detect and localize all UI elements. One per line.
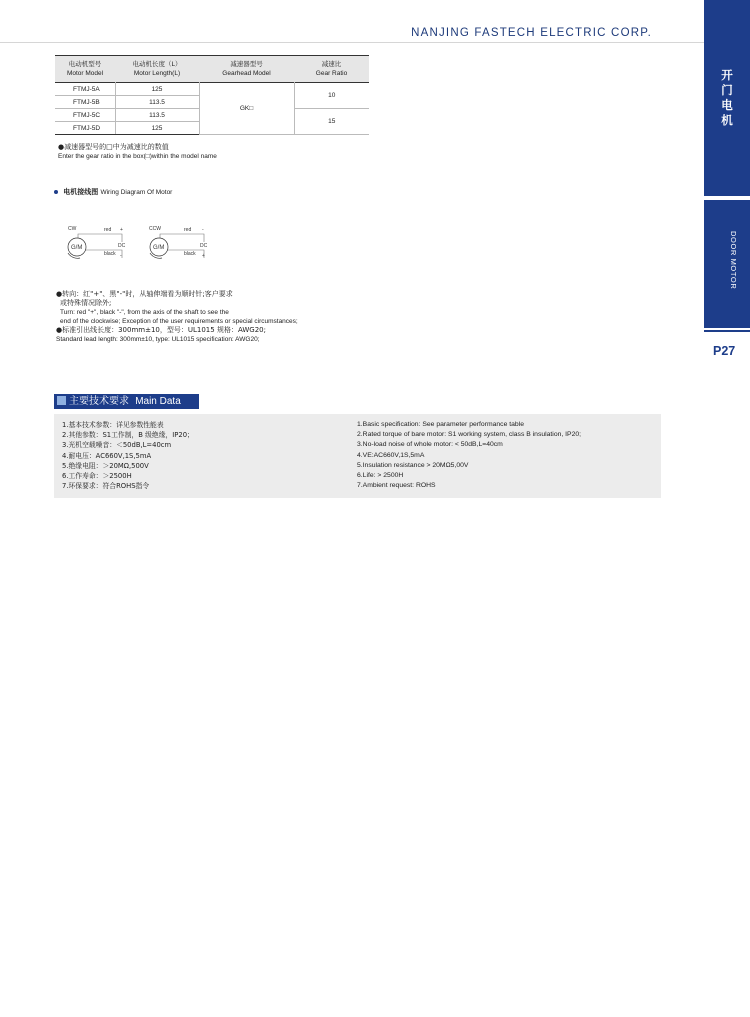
gear-note-en: Enter the gear ratio in the box(□)within the model name — [58, 153, 217, 160]
cell-length: 125 — [115, 122, 199, 135]
sidebar-title-en: DOOR MOTOR — [729, 230, 738, 290]
header-gearhead-model — [199, 56, 294, 83]
note-line: ●转向：红"+"、黑"-"时，从轴伸端看为顺时针;客户要求 — [56, 290, 233, 298]
cell-model: FTMJ-5A — [55, 83, 115, 96]
sidebar-char: 门 — [721, 83, 733, 97]
direction-label: CCW — [149, 226, 161, 232]
header-cn: 减速器型号 — [230, 61, 263, 68]
note-line: Standard lead length: 300mm±10, type: UL1015 specification: AWG20; — [56, 336, 260, 343]
black-wire-label: black — [184, 251, 196, 257]
header-en: Gearhead Model — [222, 70, 271, 77]
bullet-icon — [54, 190, 58, 194]
wiring-title-en: Wiring Diagram Of Motor — [100, 189, 173, 196]
main-data-en-list — [357, 420, 581, 491]
main-data-heading-cn: 主要技术要求 — [69, 396, 129, 407]
black-wire-label: black — [104, 251, 116, 257]
header-cn: 电动机型号 — [68, 61, 102, 68]
minus-label: + — [202, 253, 205, 259]
wiring-diagram-cw — [68, 226, 126, 259]
list-item: 6.工作寿命：＞2500H — [62, 472, 132, 481]
cell-length: 113.5 — [115, 96, 199, 109]
header-en: Motor Length(L) — [133, 70, 181, 77]
header-cn: 电动机长度（L） — [132, 61, 182, 68]
cell-model: FTMJ-5B — [55, 96, 115, 109]
cell-gearhead: GK□ — [199, 83, 294, 135]
header-motor-length — [115, 56, 199, 83]
direction-label: CW — [68, 226, 77, 232]
main-data-cn-list — [62, 420, 194, 491]
motor-spec-table — [55, 55, 369, 135]
dc-label: DC — [200, 243, 208, 249]
list-item: 2.其他参数：S1工作制，B 级绝缘，IP20； — [62, 431, 194, 440]
gear-note-cn: ●减速器型号的□中为减速比的数值 — [58, 143, 169, 151]
header-gear-ratio — [294, 56, 369, 83]
header-cn: 减速比 — [321, 61, 342, 68]
header-divider — [0, 42, 704, 43]
plus-label: + — [120, 227, 123, 233]
company-name: NANJING FASTECH ELECTRIC CORP. — [411, 27, 652, 39]
note-line: Turn: red "+", black "-", from the axis of the shaft to see the — [60, 309, 229, 316]
dc-label: DC — [118, 243, 126, 249]
header-en: Motor Model — [66, 70, 104, 77]
note-line: ●标准引出线长度：300mm±10，型号：UL1015 规格：AWG20; — [56, 326, 266, 334]
turn-notes — [56, 290, 386, 344]
page-number: P27 — [713, 344, 736, 358]
list-item: 3.No-load noise of whole motor: < 50dB,L=40cm — [357, 441, 503, 449]
wiring-title-cn: 电机接线图 — [63, 188, 99, 196]
square-icon — [57, 396, 66, 405]
minus-label: - — [120, 253, 122, 259]
sidebar-char: 机 — [721, 113, 733, 127]
list-item: 5.绝缘电阻：＞20MΩ,500V — [62, 461, 149, 470]
motor-label: G/M — [153, 245, 165, 251]
motor-label: G/M — [71, 245, 83, 251]
cell-ratio: 10 — [294, 83, 369, 109]
red-wire-label: red — [104, 227, 112, 233]
sidebar-char: 电 — [721, 98, 733, 112]
list-item: 6.Life: > 2500H — [357, 472, 404, 480]
cell-length: 125 — [115, 83, 199, 96]
gear-note — [58, 143, 217, 161]
plus-label: - — [202, 227, 204, 233]
cell-length: 113.5 — [115, 109, 199, 122]
red-wire-label: red — [184, 227, 192, 233]
sidebar-divider — [704, 330, 750, 332]
table-row — [55, 83, 369, 96]
wiring-title — [54, 188, 172, 197]
list-item: 2.Rated torque of bare motor: S1 working system, class B insulation, IP20; — [357, 431, 582, 439]
main-data-heading-en: Main Data — [135, 396, 181, 407]
cell-ratio: 15 — [294, 109, 369, 135]
list-item: 7.环保要求：符合ROHS指令 — [62, 482, 150, 491]
list-item: 1.Basic specification: See parameter performance table — [357, 421, 524, 428]
note-line: 或特殊情况除外; — [60, 299, 112, 307]
main-data-panel — [54, 414, 661, 498]
sidebar-char: 开 — [721, 68, 733, 82]
header-motor-model — [55, 56, 115, 83]
wiring-diagram-ccw — [149, 226, 208, 259]
black-wire — [84, 250, 122, 258]
list-item: 1.基本技术参数：详见参数性能表 — [62, 421, 164, 429]
list-item: 3.光机空载噪音：＜50dB,L=40cm — [62, 441, 172, 450]
list-item: 4.耐电压：AC660V,1S,5mA — [62, 451, 152, 460]
list-item: 7.Ambient request: ROHS — [357, 482, 436, 490]
list-item: 5.Insulation resistance > 20MΩ5,00V — [357, 461, 469, 469]
cell-model: FTMJ-5C — [55, 109, 115, 122]
note-line: end of the clockwise; Exception of the user requirements or special circumstances; — [60, 318, 298, 325]
table-header-row — [55, 56, 369, 83]
cell-model: FTMJ-5D — [55, 122, 115, 135]
wiring-diagrams — [60, 222, 240, 274]
list-item: 4.VE:AC660V,1S,5mA — [357, 451, 425, 459]
header-en: Gear Ratio — [315, 70, 348, 77]
main-data-heading — [54, 394, 199, 409]
sidebar-title-cn — [704, 68, 750, 128]
